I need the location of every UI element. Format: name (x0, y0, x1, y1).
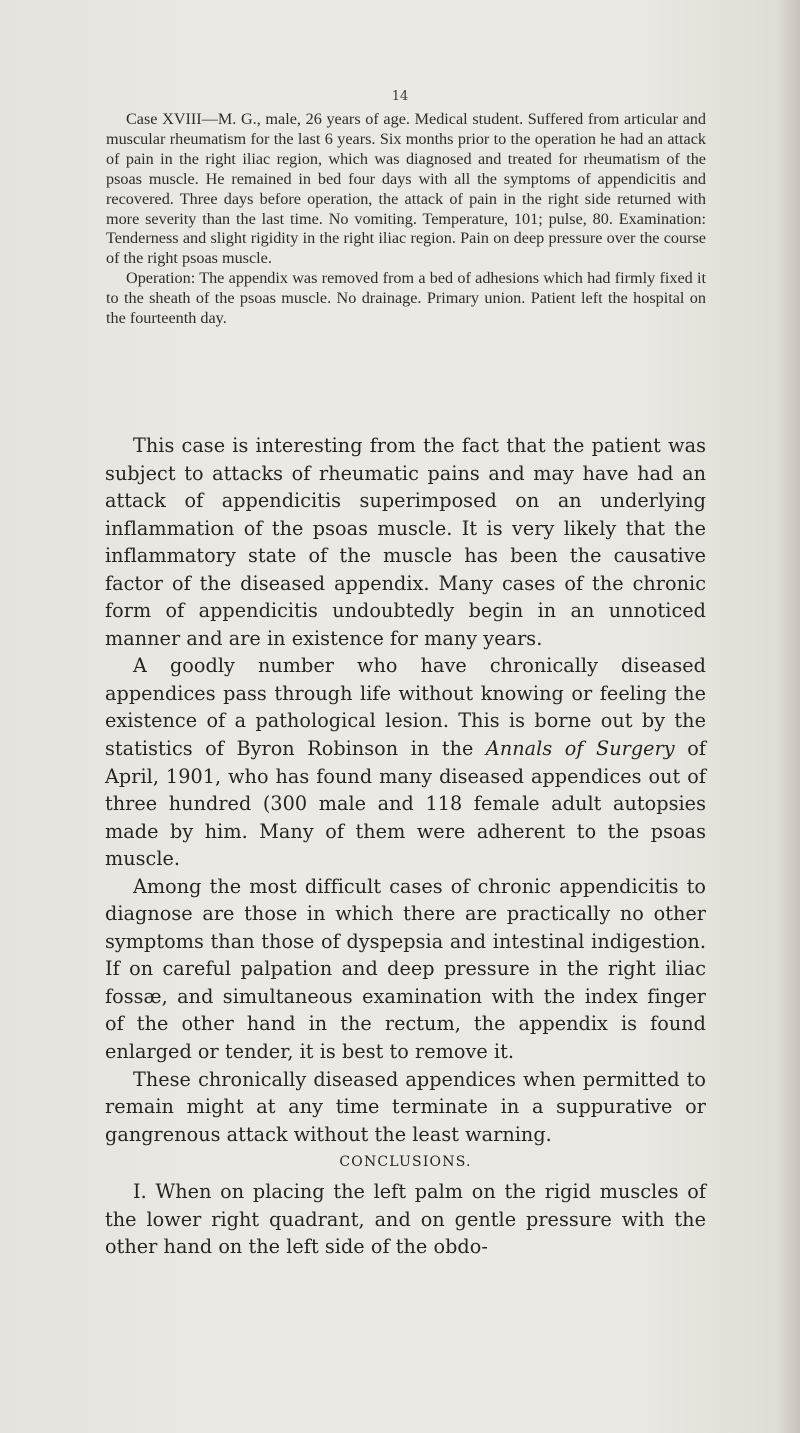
discussion-paragraph-3: Among the most difficult cases of chronic appendicitis to diagnose are those in which there are practically no other symptoms than those of dyspepsia and intestinal indigestion. If on careful palpation and deep pressure in the right iliac fossæ, and simultaneous examination with the index finger of the other hand in the rectum, the appendix is found enlarged or tender, it is best to remove it. (105, 874, 706, 1064)
paragraph-2-text-before: A goodly number who have chronically diseased appendices pass through life without knowing or feeling the existence of a pathological lesion. This is borne out by the statistics of Byron Robinson in the (105, 654, 706, 761)
paragraph-2-text-after: of April, 1901, who has found many diseased appendices out of three hundred (300 male and 118 female adult autopsies made by him. Many of them were adherent to the psoas muscle. (105, 737, 706, 871)
discussion-paragraph-1: This case is interesting from the fact that the patient was subject to attacks of rheumatic pains and may have had an attack of appendicitis superimposed on an underlying inflammation of the psoas muscle. It is very likely that the inflammatory state of the muscle has been the causative factor of the diseased appendix. Many cases of the chronic form of appendicitis undoubtedly begin in an unnoticed manner and are in existence for many years. (105, 434, 706, 650)
journal-title: Annals of Surgery (485, 737, 675, 761)
case-report (106, 110, 706, 329)
discussion-paragraph-2 (105, 652, 706, 872)
operation-paragraph: Operation: The appendix was removed from a bed of adhesions which had firmly fixed it to the sheath of the psoas muscle. No drainage. Primary union. Patient left the hospital on the fourteenth day. (106, 269, 706, 328)
conclusions-heading: CONCLUSIONS. (339, 1154, 472, 1171)
discussion-paragraph-4: These chronically diseased appendices when permitted to remain might at any time terminate in a suppurative or gangrenous attack without the least warning. (105, 1067, 706, 1146)
page-edge-shadow (778, 0, 800, 1433)
case-history-paragraph: Case XVIII—M. G., male, 26 years of age. Medical student. Suffered from articular and muscular rheumatism for the last 6 years. Six months prior to the operation he had an attack of pain in the right iliac region, which was diagnosed and treated for rheumatism of the psoas muscle. He remained in bed four days with all the symptoms of appendicitis and recovered. Three days before operation, the attack of pain in the right side returned with more severity than the last time. No vomiting. Temperature, 101; pulse, 80. Examination: Tenderness and slight rigidity in the right iliac region. Pain on deep pressure over the course of the right psoas muscle. (106, 110, 706, 268)
discussion-text (105, 432, 706, 1261)
page-number: 14 (391, 89, 409, 104)
conclusion-item-1: I. When on placing the left palm on the rigid muscles of the lower right quadrant, and on gentle pressure with the other hand on the left side of the obdo- (105, 1180, 706, 1259)
